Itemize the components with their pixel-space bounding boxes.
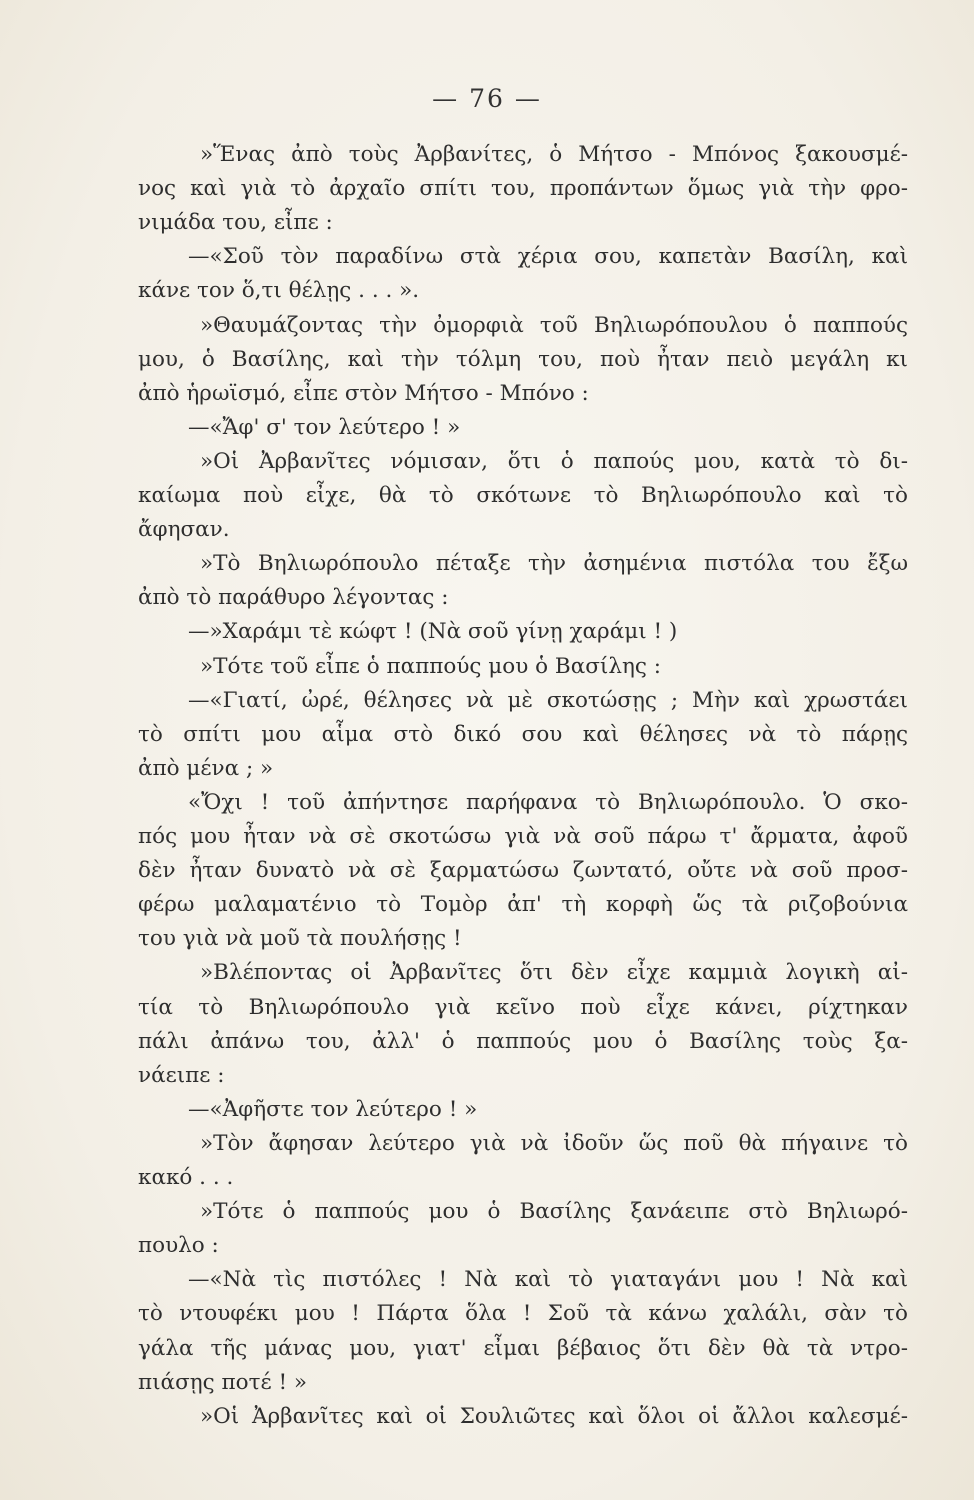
text-line: —«Σοῦ τὸν παραδίνω στὰ χέρια σου, καπετὰν Βασίλη, καὶ [188, 244, 908, 270]
text-line: μου, ὁ Βασίλης, καὶ τὴν τόλμη του, ποὺ ἦταν πειὸ μεγάλη κι [138, 346, 908, 372]
text-line: ἀπὸ τὸ παράθυρο λέγοντας : [138, 585, 449, 611]
text-line: κακό . . . [138, 1165, 234, 1190]
text-line: του γιὰ νὰ μοῦ τὰ πουλήσῃς ! [138, 926, 462, 952]
page-number: — 76 — [432, 84, 542, 113]
text-line: ἀπὸ ἡρωϊσμό, εἶπε στὸν Μήτσο - Μπόνο : [138, 380, 589, 406]
text-line: πάλι ἀπάνω του, ἀλλ' ὁ παππούς μου ὁ Βασίλης τοὺς ξα- [138, 1028, 908, 1054]
text-line: καίωμα ποὺ εἶχε, θὰ τὸ σκότωνε τὸ Βηλιωρόπουλο καὶ τὸ [138, 483, 908, 508]
text-line: »Τὸ Βηλιωρόπουλο πέταξε τὴν ἀσημένια πιστόλα του ἔξω [200, 551, 908, 577]
text-line: »Τότε τοῦ εἶπε ὁ παππούς μου ὁ Βασίλης : [200, 653, 661, 679]
text-line: —«Νὰ τὶς πιστόλες ! Νὰ καὶ τὸ γιαταγάνι μου ! Νὰ καὶ [188, 1267, 908, 1293]
text-line: πουλο : [138, 1233, 219, 1259]
text-line: »Οἱ Ἀρβανῖτες καὶ οἱ Σουλιῶτες καὶ ὅλοι οἱ ἄλλοι καλεσμέ- [200, 1403, 908, 1429]
text-line: νιμάδα του, εἶπε : [138, 210, 333, 236]
text-line: —«Ἄφ' σ' τον λεύτερο ! » [188, 414, 461, 440]
text-line: τία τὸ Βηλιωρόπουλο γιὰ κεῖνο ποὺ εἶχε κάνει, ρίχτηκαν [138, 994, 908, 1020]
text-line: —«Γιατί, ὠρέ, θέλησες νὰ μὲ σκοτώσῃς ; Μὴν καὶ χρωστάει [188, 687, 908, 713]
text-line: νος καὶ γιὰ τὸ ἀρχαῖο σπίτι του, προπάντων ὅμως γιὰ τὴν φρο- [138, 176, 908, 202]
text-line: ἀπὸ μένα ; » [138, 755, 274, 781]
text-line: »Τὸν ἄφησαν λεύτερο γιὰ νὰ ἰδοῦν ὥς ποῦ θὰ πήγαινε τὸ [200, 1130, 908, 1156]
text-line: πός μου ἦταν νὰ σὲ σκοτώσω γιὰ νὰ σοῦ πάρω τ' ἄρματα, ἀφοῦ [138, 824, 908, 849]
text-line: πιάσῃς ποτέ ! » [138, 1369, 308, 1395]
text-line: τὸ ντουφέκι μου ! Πάρτα ὅλα ! Σοῦ τὰ κάνω χαλάλι, σὰν τὸ [138, 1301, 908, 1327]
text-line: —»Χαράμι τὲ κώφτ ! (Νὰ σοῦ γίνῃ χαράμι ! ) [188, 619, 678, 645]
text-line: »Θαυμάζοντας τὴν ὀμορφιὰ τοῦ Βηλιωρόπουλου ὁ παππούς [200, 312, 908, 338]
text-line: ἄφησαν. [138, 517, 230, 543]
text-line: γάλα τῆς μάνας μου, γιατ' εἶμαι βέβαιος ὅτι δὲν θὰ τὰ ντρο- [138, 1335, 908, 1361]
text-line: κάνε τον ὅ,τι θέλῃς . . . ». [138, 278, 420, 304]
text-line: νάειπε : [138, 1062, 225, 1088]
text-line: »Ἕνας ἀπὸ τοὺς Ἀρβανίτες, ὁ Μήτσο - Μπόνος ξακουσμέ- [200, 142, 908, 167]
text-line: «Ὄχι ! τοῦ ἀπήντησε παρήφανα τὸ Βηλιωρόπουλο. Ὁ σκο- [188, 789, 908, 815]
text-line: »Οἱ Ἀρβανῖτες νόμισαν, ὅτι ὁ παπούς μου, κατὰ τὸ δι- [200, 448, 908, 474]
text-line: »Τότε ὁ παππούς μου ὁ Βασίλης ξανάειπε στὸ Βηλιωρό- [200, 1199, 908, 1225]
text-line: τὸ σπίτι μου αἷμα στὸ δικό σου καὶ θέλησες νὰ τὸ πάρῃς [138, 721, 908, 747]
text-line: φέρω μαλαματένιο τὸ Τομὸρ ἀπ' τὴ κορφὴ ὥς τὰ ριζοβούνια [138, 892, 908, 918]
text-line: —«Ἀφῆστε τον λεύτερο ! » [188, 1096, 478, 1122]
text-line: »Βλέποντας οἱ Ἀρβανῖτες ὅτι δὲν εἶχε καμμιὰ λογικὴ αἰ- [200, 960, 908, 986]
text-line: δὲν ἦταν δυνατὸ νὰ σὲ ξαρματώσω ζωντατό, οὔτε νὰ σοῦ προσ- [138, 858, 908, 884]
